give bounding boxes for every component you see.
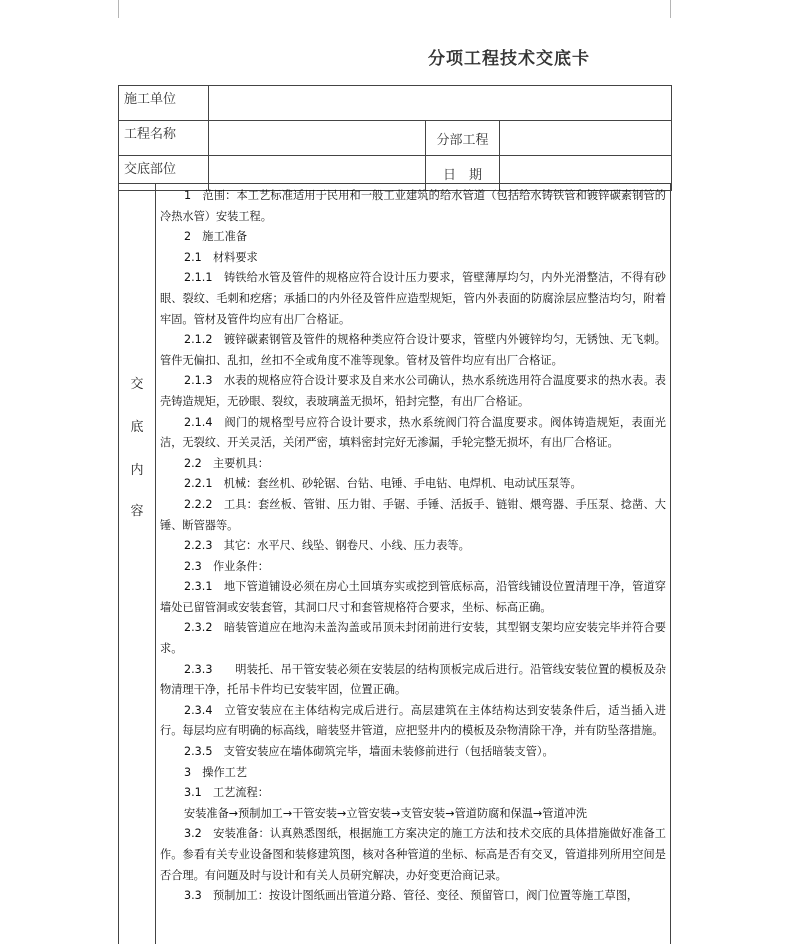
side-label-char: 内 [130,463,144,478]
side-label-char: 底 [130,420,144,435]
row-project-name [119,121,672,156]
construction-unit-label: 施工单位 [119,86,209,121]
subdivision-label: 分部工程 [426,121,500,156]
paragraph: 3.3 预制加工：按设计图纸画出管道分路、管径、变径、预留管口，阀门位置等施工草图， [184,889,639,903]
content-text [160,186,666,907]
side-label-char: 交 [130,377,144,392]
paragraph: 3 操作工艺 [184,765,248,779]
paragraph: 2.1 材料要求 [184,250,258,264]
paragraph: 3.1 工艺流程： [184,786,269,800]
paragraph: 2.3.4 立管安装应在主体结构完成后进行。高层建筑在主体结构达到安装条件后，适当插入进行。每层均应有明确的标高线，暗装竖井管道，应把竖井内的模板及杂物清除干净，并有防坠落措施。 [160,703,666,738]
paragraph: 2.3.2 暗装管道应在地沟未盖沟盖或吊顶未封闭前进行安装，其型钢支架均应安装完毕并符合要求。 [160,621,666,656]
paragraph: 2.1.3 水表的规格应符合设计要求及自来水公司确认，热水系统选用符合温度要求的热水表。表壳铸造规矩，无砂眼、裂纹，表玻璃盖无损坏，铅封完整，有出厂合格证。 [160,374,666,408]
paragraph: 2.2.3 其它：水平尺、线坠、钢卷尺、小线、压力表等。 [184,539,470,553]
project-name-label: 工程名称 [119,121,209,156]
project-name-value[interactable] [209,121,426,156]
paragraph: 2.3.1 地下管道铺设必须在房心土回填夯实或挖到管底标高，沿管线铺设位置清理干净，管道穿墙处已留管洞或安装套管，其洞口尺寸和套管规格符合要求，坐标、标高正确。 [160,580,666,614]
subdivision-value[interactable] [500,121,672,156]
crop-mark-top-left [92,0,119,18]
handover-content-box [118,183,671,944]
paragraph: 2 施工准备 [184,230,248,244]
paragraph: 2.1.4 阀门的规格型号应符合设计要求，热水系统阀门符合温度要求。阀体铸造规矩，表面光洁，无裂纹、开关灵活，关闭严密，填料密封完好无渗漏，手轮完整无损坏，有出厂合格证。 [160,415,666,450]
paragraph: 2.3 作业条件： [184,559,269,573]
header-table [118,85,672,191]
paragraph: 1 范围：本工艺标准适用于民用和一般工业建筑的给水管道（包括给水铸铁管和镀锌碳素钢管的冷热水管）安装工程。 [160,189,666,223]
construction-unit-value[interactable] [209,86,672,121]
side-label-column [119,184,156,944]
paragraph: 2.2.2 工具：套丝板、管钳、压力钳、手锯、手锤、活扳手、链钳、煨弯器、手压泵、捻凿、大锤、断管器等。 [160,497,666,532]
paragraph: 2.2.1 机械：套丝机、砂轮锯、台钻、电锤、手电钻、电焊机、电动试压泵等。 [184,477,582,491]
paragraph: 2.2 主要机具： [184,456,269,470]
side-label-char: 容 [130,504,144,519]
crop-mark-top-right [670,0,697,18]
paragraph: 2.1.2 镀锌碳素钢管及管件的规格种类应符合设计要求，管壁内外镀锌均匀，无锈蚀、无飞刺。管件无偏扣、乱扣，丝扣不全或角度不准等现象。管材及管件均应有出厂合格证。 [160,333,666,367]
row-construction-unit [119,86,672,121]
document-title: 分项工程技术交底卡 [428,49,590,69]
paragraph: 2.1.1 铸铁给水管及管件的规格应符合设计压力要求，管壁薄厚均匀，内外光滑整洁，不得有砂眼、裂纹、毛刺和疙瘩；承插口的内外径及管件应造型规矩，管内外表面的防腐涂层应整洁均匀，附着牢固。管材及管件均应有出厂合格证。 [160,271,666,326]
paragraph: 2.3.5 支管安装应在墙体砌筑完毕，墙面未装修前进行（包括暗装支管）。 [184,745,554,759]
paragraph: 安装准备→预制加工→干管安装→立管安装→支管安装→管道防腐和保温→管道冲洗 [184,806,588,820]
paragraph: 3.2 安装准备：认真熟悉图纸，根据施工方案决定的施工方法和技术交底的具体措施做好准备工作。参看有关专业设备图和装修建筑图，核对各种管道的坐标、标高是否有交叉，管道排列所用空间是否合理。有问题及时与设计和有关人员研究解决，办好变更洽商记录。 [160,827,666,882]
handover-part-label: 交底部位 [119,156,209,191]
date-label: 日 期 [426,156,500,191]
paragraph: 2.3.3 明装托、吊干管安装必须在安装层的结构顶板完成后进行。沿管线安装位置的模板及杂物清理干净，托吊卡件均已安装牢固，位置正确。 [160,662,666,697]
